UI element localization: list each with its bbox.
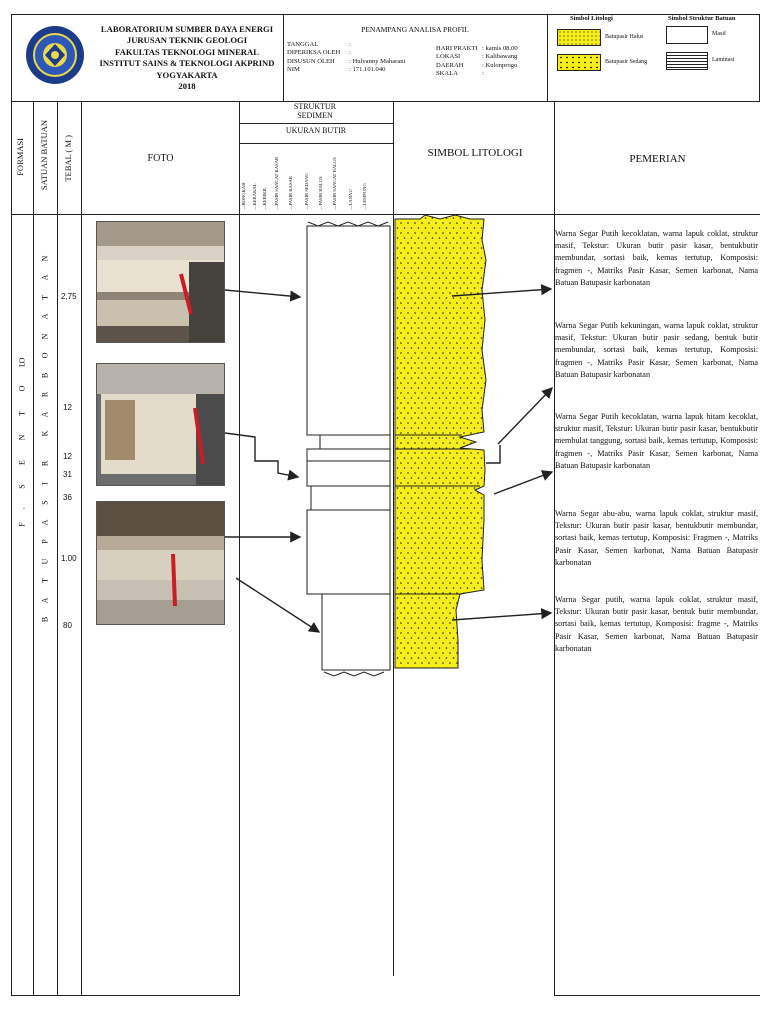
satuan-letter: A bbox=[40, 274, 50, 281]
satuan-letter: A bbox=[40, 597, 50, 603]
satuan-letter: A bbox=[40, 411, 50, 417]
legend-label-masif: Masif bbox=[712, 31, 726, 37]
legend-label-sedang: Batupasir Sedang bbox=[605, 59, 648, 65]
thickness-value: 1.00 bbox=[61, 554, 77, 563]
formasi-letter: N bbox=[17, 434, 27, 441]
col-head-ukuran: UKURAN BUTIR bbox=[285, 126, 347, 135]
satuan-letter: R bbox=[40, 391, 50, 398]
satuan-letter: T bbox=[40, 578, 50, 583]
formasi-letter: F bbox=[17, 522, 27, 527]
satuan-letter: K bbox=[40, 430, 50, 437]
satuan-letter: B bbox=[40, 616, 50, 623]
description-layer-2: Warna Segar Putih kekuningan, warna lapuk coklat, struktur masif, Tekstur: Ukuran butir pasir sedang, bentuk butir membundar, sortasi baik, kemas tertutup, Komposisi: fragmen -, Matriks Pasir Kasar, Semen karbonat, Nama Batuan Batupasir karbonatan bbox=[555, 321, 758, 379]
col-head-pemerian: PEMERIAN bbox=[629, 153, 686, 165]
satuan-letter: P bbox=[40, 539, 50, 544]
thickness-value: 12 bbox=[63, 403, 72, 412]
fields-right: HARI PRAKTI : kamis 08.00 LOKASI : Kalibawang DAERAH : Kulonprogo SKALA : bbox=[436, 45, 518, 77]
thickness-value: 31 bbox=[63, 470, 72, 479]
description-layer-5: Warna Segar putih, warna lapuk coklat, struktur masif, Tekstur: Ukuran butir pasir kasar, bentuk butir membundar, sortasi baik, kemas tertutup, Komposisi: fragme -, Matriks Pasir Kasar, Semen karbonat, Nama Batuan Batupasir karbonatan bbox=[555, 595, 758, 653]
legend-label-laminasi: Laminasi bbox=[712, 57, 735, 63]
satuan-letter: R bbox=[40, 460, 50, 467]
thickness-value: 80 bbox=[63, 621, 72, 630]
satuan-letter: A bbox=[40, 313, 50, 320]
fields-left: TANGGAL : DIPERIKSA OLEH : DISUSUN OLEH : Hulvanny Maharani NIM : 171.101.040 bbox=[287, 41, 406, 73]
formasi-letter: T bbox=[17, 411, 27, 416]
col-head-satuan: SATUAN BATUAN bbox=[39, 120, 49, 191]
grain-size-label: —KERAKAL bbox=[252, 183, 257, 210]
col-head-foto: FOTO bbox=[147, 153, 174, 164]
description-layer-3: Warna Segar Putih kecoklatan, warna lapuk hitam kecoklat, struktur masif, Tekstur: Ukuran butir pasir kasar, bentukbutir membulat tanggung, sortasi baik, kemas tertutup, Komposisi: fragmen -, Matriks Pasir Kasar, Semen karbonat, Nama Batuan Batupasir karbonatan bbox=[555, 412, 758, 470]
satuan-letter: O bbox=[40, 352, 50, 359]
col-head-struktur: STRUKTUR SEDIMEN bbox=[293, 102, 337, 120]
grain-size-label: —LANAU bbox=[348, 189, 353, 210]
legend-struct-title: Simbol Struktur Batuan bbox=[668, 15, 736, 22]
grain-size-label: —PASIR HALUS bbox=[318, 176, 323, 210]
description-layer-1: Warna Segar Putih kecoklatan, warna lapuk coklat, struktur masif, Tekstur: Ukuran butir pasir kasar, bentukbutir membundar, sortasi baik, kemas tertutup, Komposisi: fragmen -, Matriks Pasir Kasar, Semen karbonat, Nama Batuan Batupasir karbonatan bbox=[555, 229, 758, 287]
formasi-letter: O bbox=[17, 357, 27, 364]
col-head-simbol: SIMBOL LITOLOGI bbox=[427, 147, 523, 159]
satuan-letter: N bbox=[40, 333, 50, 339]
lithology-column bbox=[395, 215, 486, 668]
grain-size-label: —PASIR SEDANG bbox=[304, 173, 309, 210]
satuan-letter: A bbox=[40, 519, 50, 525]
legend-lito-title: Simbol Litologi bbox=[570, 15, 613, 22]
grain-size-label: —PASIR SANGAT KASAR bbox=[274, 156, 279, 210]
lab-title: LABORATORIUM SUMBER DAYA ENERGI JURUSAN TEKNIK GEOLOGI FAKULTAS TEKNOLOGI MINERAL INSTITUT SAINS & TEKNOLOGI AKPRIND YOGYAKARTA 2018 bbox=[99, 24, 275, 92]
formasi-letter: . bbox=[17, 507, 27, 510]
grain-size-profile bbox=[307, 222, 390, 676]
satuan-letter: S bbox=[40, 500, 50, 505]
grain-size-label: —KERIKIL bbox=[262, 187, 267, 210]
thickness-value: 12 bbox=[63, 452, 72, 461]
satuan-letter: T bbox=[40, 294, 50, 300]
satuan-letter: U bbox=[40, 558, 50, 564]
col-head-tebal: TEBAL ( M ) bbox=[63, 135, 73, 182]
formasi-letter: L bbox=[17, 362, 27, 367]
formasi-letter: O bbox=[17, 385, 27, 392]
grain-size-label: —PASIR KASAR bbox=[288, 176, 293, 210]
formasi-letter: E bbox=[17, 460, 27, 465]
satuan-letter: N bbox=[40, 255, 50, 261]
thickness-value: 36 bbox=[63, 493, 72, 502]
grain-size-label: —BONGKAH bbox=[241, 182, 246, 210]
legend-label-halus: Batupasir Halus bbox=[605, 34, 644, 40]
grain-size-label: —LEMPUNG bbox=[362, 183, 367, 210]
sheet-title: PENAMPANG ANALISA PROFIL bbox=[361, 25, 469, 34]
col-head-formasi: FORMASI bbox=[15, 138, 25, 176]
photo-arrows bbox=[225, 290, 319, 632]
grain-size-label: —PASIR SANGAT HALUS bbox=[332, 157, 337, 210]
satuan-letter: I bbox=[40, 481, 50, 485]
satuan-letter: B bbox=[40, 372, 50, 378]
description-layer-4: Warna Segar abu-abu, warna lapuk coklat, struktur masif, Tekstur: Ukuran butir pasir kasar, bentukbutir membundar, sortasi baik, kemas tertutup, Komposisi: Fragmen -, Matriks Pasir Kasar, Semen karbonat, Nama Batuan Batupasir karbonatan bbox=[555, 509, 758, 567]
formasi-letter: S bbox=[17, 484, 27, 489]
thickness-value: 2,75 bbox=[61, 292, 77, 301]
